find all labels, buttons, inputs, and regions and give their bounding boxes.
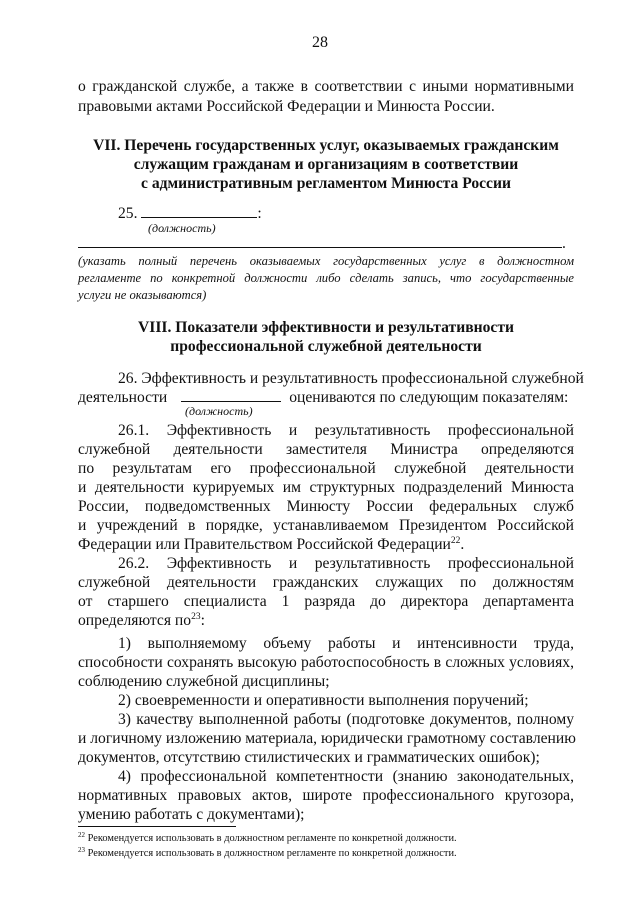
paragraph-26-1-line-3: по результатам его профессиональной служебной деятельности (78, 460, 574, 477)
footnote-22-number: 22 (78, 831, 85, 839)
paragraph-26-1-end: . (460, 536, 465, 553)
list-item-2: 2) своевременности и оперативности выполнения поручений; (118, 692, 529, 709)
list-item-4-line-3: умению работать с документами); (78, 806, 305, 823)
section-7-title-line-1: VII. Перечень государственных услуг, оказываемых гражданским (93, 137, 559, 154)
paragraph-26-2-line-4 (78, 611, 574, 631)
list-item-1-line-3: соблюдению служебной дисциплины; (78, 673, 330, 690)
footnote-22-text: Рекомендуется использовать в должностном регламенте по конкретной должности. (87, 833, 457, 844)
paragraph-26-2-line-3: от старшего специалиста 1 разряда до директора департамента (78, 593, 574, 610)
paragraph-26-1-line-1: 26.1. Эффективность и результативность профессиональной (118, 422, 574, 439)
paragraph-26-1-line-6: и учреждений в порядке, устанавливаемом Президентом Российской (78, 517, 574, 534)
paragraph-26-1-line-4: и деятельности курируемых им структурных подразделений Минюста (78, 479, 574, 496)
services-note-line-2: регламенте по конкретной должности либо сделать запись, что государственные (78, 271, 574, 285)
footnote-ref-23: 23 (191, 612, 201, 622)
footnote-23 (78, 847, 457, 860)
position-caption-2: (должность) (185, 404, 253, 418)
intro-line-1: о гражданской службе, а также в соответствии с иными нормативными (78, 78, 574, 95)
paragraph-26-1-line-2: служебной деятельности заместителя Министра определяются (78, 441, 574, 458)
position-blank-2 (181, 387, 281, 402)
footnote-23-text: Рекомендуется использовать в должностном регламенте по конкретной должности. (87, 848, 457, 859)
position-blank (141, 203, 257, 218)
services-list-end-mark: . (562, 235, 566, 252)
footnote-22 (78, 832, 457, 845)
section-7-title-line-3: с административным регламентом Минюста России (141, 175, 511, 192)
list-item-3-line-1: 3) качеству выполненной работы (подготовке документов, полному (118, 711, 574, 728)
list-item-1-line-2: способности сохранять высокую работоспособность в сложных условиях, (78, 654, 574, 671)
services-note-line-1: (указать полный перечень оказываемых государственных услуг в должностном (78, 254, 574, 268)
footnote-ref-22: 22 (450, 536, 461, 546)
list-item-4-line-2: нормативных правовых актов, широте профессионального кругозора, (78, 787, 574, 804)
paragraph-26-1-line-5: России, подведомственных Минюсту России федеральных служб (78, 498, 574, 515)
list-item-1-line-1: 1) выполняемому объему работы и интенсивности труда, (118, 635, 574, 652)
services-list-blank (78, 233, 562, 248)
paragraph-26-line-1: 26. Эффективность и результативность профессиональной служебной (118, 370, 584, 387)
paragraph-26-line-2-end: оцениваются по следующим показателям: (289, 389, 569, 406)
paragraph-26-2-line-1: 26.2. Эффективность и результативность профессиональной (118, 555, 574, 572)
services-note-line-3: услуги не оказываются) (78, 288, 207, 302)
item-25-number: 25. (118, 205, 138, 222)
list-item-4-line-1: 4) профессиональной компетентности (знанию законодательных, (118, 768, 574, 785)
footnote-23-number: 23 (78, 846, 85, 854)
item-25-colon: : (257, 205, 262, 222)
position-caption: (должность) (148, 221, 216, 235)
section-7-title-line-2: служащим гражданам и организациям в соответствии (133, 156, 519, 173)
list-item-3-line-3: документов, отсутствию стилистических и грамматических ошибок); (78, 749, 540, 766)
paragraph-26-2-last: определяются по (78, 612, 192, 629)
list-item-3-line-2: и логичному изложению материала, юридически грамотному составлению (78, 730, 576, 747)
paragraph-26-line-2 (78, 387, 574, 408)
page-number: 28 (312, 34, 328, 51)
paragraph-26-1-last: Федерации или Правительством Российской Федерации (78, 536, 451, 553)
paragraph-26-1-line-7 (78, 535, 574, 555)
section-8-title-line-2: профессиональной служебной деятельности (170, 338, 482, 355)
paragraph-26-line-2-start: деятельности (78, 389, 168, 406)
services-blank-line (78, 233, 574, 254)
intro-line-2: правовыми актами Российской Федерации и Минюста России. (78, 98, 495, 115)
footnote-separator (78, 826, 236, 827)
paragraph-26-2-line-2: служебной деятельности гражданских служащих по должностям (78, 574, 574, 591)
section-8-title-line-1: VIII. Показатели эффективности и результативности (138, 319, 514, 336)
paragraph-26-2-end: : (200, 612, 205, 629)
